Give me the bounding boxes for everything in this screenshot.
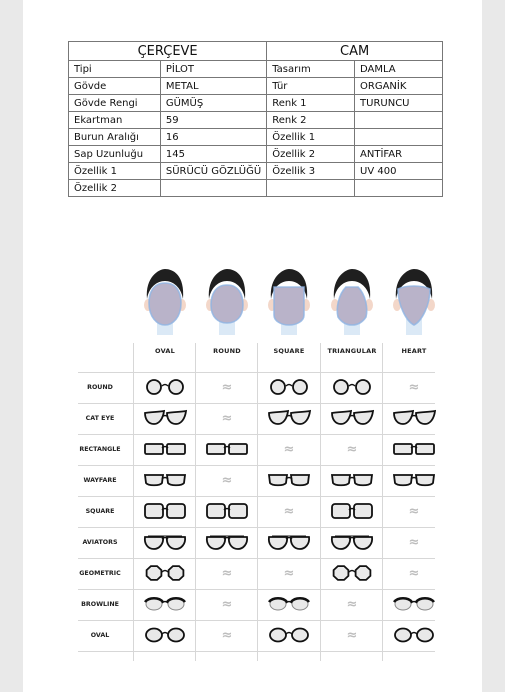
cateye-glasses-icon xyxy=(264,406,314,430)
not-recommended-mark: ≈ xyxy=(408,534,420,550)
chart-cell xyxy=(196,372,258,402)
spec-row xyxy=(69,95,443,112)
spec-value: SÜRÜCÜ GÖZLÜĞÜ xyxy=(160,163,266,180)
chart-cell xyxy=(383,558,445,588)
face-oval-icon xyxy=(137,265,193,335)
spec-row xyxy=(69,129,443,146)
frame-style-label: OVAL xyxy=(90,632,110,639)
chart-cell xyxy=(134,465,196,495)
chart-cell xyxy=(134,589,196,619)
geometric-glasses-icon xyxy=(327,561,377,585)
spec-value: GÜMÜŞ xyxy=(160,95,266,112)
chart-cell xyxy=(258,496,320,526)
spec-table xyxy=(68,41,443,197)
spec-value xyxy=(355,129,443,146)
chart-cell xyxy=(134,403,196,433)
chart-cell xyxy=(321,465,383,495)
cateye-glasses-icon xyxy=(389,406,439,430)
square-glasses-icon xyxy=(327,499,377,523)
chart-cell xyxy=(258,527,320,557)
wayfare-glasses-icon xyxy=(389,468,439,492)
spec-value: UV 400 xyxy=(355,163,443,180)
frame-style-label: BROWLINE xyxy=(81,601,119,608)
spec-label: Gövde Rengi xyxy=(69,95,161,112)
chart-cell xyxy=(383,372,445,402)
not-recommended-mark: ≈ xyxy=(283,503,295,519)
spec-value: 145 xyxy=(160,146,266,163)
spec-label: Tasarım xyxy=(267,61,355,78)
chart-cell xyxy=(383,527,445,557)
square-glasses-icon xyxy=(140,499,190,523)
cateye-glasses-icon xyxy=(140,406,190,430)
not-recommended-mark: ≈ xyxy=(408,503,420,519)
spec-label: Renk 2 xyxy=(267,112,355,129)
not-recommended-mark: ≈ xyxy=(221,565,233,581)
aviator-glasses-icon xyxy=(327,530,377,554)
chart-cell xyxy=(321,620,383,650)
not-recommended-mark: ≈ xyxy=(221,596,233,612)
oval-glasses-icon xyxy=(140,623,190,647)
chart-cell xyxy=(258,434,320,464)
chart-cell xyxy=(321,558,383,588)
spec-label: Burun Aralığı xyxy=(69,129,161,146)
spec-value: ORGANİK xyxy=(355,78,443,95)
chart-cell xyxy=(383,589,445,619)
face-shape-label: TRIANGULAR xyxy=(327,347,377,355)
spec-label: Özellik 2 xyxy=(69,180,161,197)
spec-label: Sap Uzunluğu xyxy=(69,146,161,163)
not-recommended-mark: ≈ xyxy=(221,379,233,395)
spec-label: Tipi xyxy=(69,61,161,78)
spec-label: Tür xyxy=(267,78,355,95)
chart-cell xyxy=(134,496,196,526)
spec-value: ANTİFAR xyxy=(355,146,443,163)
chart-cell xyxy=(383,620,445,650)
spec-value xyxy=(160,180,266,197)
chart-cell xyxy=(258,589,320,619)
spec-row xyxy=(69,112,443,129)
chart-cell xyxy=(321,496,383,526)
wayfare-glasses-icon xyxy=(327,468,377,492)
not-recommended-mark: ≈ xyxy=(221,472,233,488)
oval-glasses-icon xyxy=(264,623,314,647)
product-sheet xyxy=(23,0,482,692)
chart-cell xyxy=(196,620,258,650)
chart-cell xyxy=(196,527,258,557)
chart-cell xyxy=(134,434,196,464)
chart-cell xyxy=(196,558,258,588)
spec-label: Özellik 2 xyxy=(267,146,355,163)
rect-glasses-icon xyxy=(140,437,190,461)
frame-style-label: AVIATORS xyxy=(82,539,118,546)
face-shape-label: ROUND xyxy=(213,347,241,355)
chart-cell xyxy=(321,589,383,619)
spec-header-row xyxy=(69,42,443,61)
spec-row xyxy=(69,61,443,78)
chart-cell xyxy=(134,372,196,402)
not-recommended-mark: ≈ xyxy=(346,627,358,643)
not-recommended-mark: ≈ xyxy=(221,410,233,426)
frame-style-label: GEOMETRIC xyxy=(79,570,121,577)
frame-style-label: CAT EYE xyxy=(85,415,115,422)
not-recommended-mark: ≈ xyxy=(221,627,233,643)
grid-divider xyxy=(78,651,435,652)
chart-cell xyxy=(258,372,320,402)
spec-row xyxy=(69,146,443,163)
spec-value: PİLOT xyxy=(160,61,266,78)
chart-cell xyxy=(196,496,258,526)
cateye-glasses-icon xyxy=(327,406,377,430)
chart-cell xyxy=(321,527,383,557)
spec-value: 16 xyxy=(160,129,266,146)
aviator-glasses-icon xyxy=(140,530,190,554)
spec-label: Gövde xyxy=(69,78,161,95)
face-shape-label: OVAL xyxy=(155,347,175,355)
rect-glasses-icon xyxy=(202,437,252,461)
chart-cell xyxy=(258,558,320,588)
frame-style-label: WAYFARE xyxy=(83,477,117,484)
aviator-glasses-icon xyxy=(202,530,252,554)
face-round-icon xyxy=(199,265,255,335)
face-triangular-icon xyxy=(324,265,380,335)
chart-cell xyxy=(258,403,320,433)
face-shape-label: HEART xyxy=(401,347,427,355)
chart-cell xyxy=(258,465,320,495)
frame-style-label: RECTANGLE xyxy=(79,446,121,453)
spec-value: DAMLA xyxy=(355,61,443,78)
spec-label: Renk 1 xyxy=(267,95,355,112)
spec-label xyxy=(267,180,355,197)
chart-cell xyxy=(196,434,258,464)
spec-value: 59 xyxy=(160,112,266,129)
oval-glasses-icon xyxy=(389,623,439,647)
chart-cell xyxy=(196,589,258,619)
face-shape-chart xyxy=(78,265,435,661)
not-recommended-mark: ≈ xyxy=(346,596,358,612)
chart-cell xyxy=(134,527,196,557)
chart-cell xyxy=(383,496,445,526)
aviator-glasses-icon xyxy=(264,530,314,554)
chart-cell xyxy=(321,434,383,464)
face-square-icon xyxy=(261,265,317,335)
not-recommended-mark: ≈ xyxy=(408,565,420,581)
chart-cell xyxy=(196,403,258,433)
face-heart-icon xyxy=(386,265,442,335)
spec-row xyxy=(69,78,443,95)
round-glasses-icon xyxy=(264,375,314,399)
browline-glasses-icon xyxy=(264,592,314,616)
spec-row xyxy=(69,180,443,197)
spec-value xyxy=(355,112,443,129)
not-recommended-mark: ≈ xyxy=(346,441,358,457)
spec-label: Ekartman xyxy=(69,112,161,129)
rect-glasses-icon xyxy=(389,437,439,461)
not-recommended-mark: ≈ xyxy=(283,441,295,457)
spec-row xyxy=(69,163,443,180)
chart-cell xyxy=(196,465,258,495)
frame-style-label: ROUND xyxy=(87,384,113,391)
wayfare-glasses-icon xyxy=(264,468,314,492)
wayfare-glasses-icon xyxy=(140,468,190,492)
not-recommended-mark: ≈ xyxy=(408,379,420,395)
chart-cell xyxy=(383,403,445,433)
round-glasses-icon xyxy=(327,375,377,399)
spec-value xyxy=(355,180,443,197)
chart-cell xyxy=(258,620,320,650)
browline-glasses-icon xyxy=(389,592,439,616)
chart-cell xyxy=(383,465,445,495)
browline-glasses-icon xyxy=(140,592,190,616)
spec-label: Özellik 3 xyxy=(267,163,355,180)
spec-value: TURUNCU xyxy=(355,95,443,112)
not-recommended-mark: ≈ xyxy=(283,565,295,581)
round-glasses-icon xyxy=(140,375,190,399)
frame-header: ÇERÇEVE xyxy=(69,42,267,61)
square-glasses-icon xyxy=(202,499,252,523)
chart-cell xyxy=(321,372,383,402)
spec-label: Özellik 1 xyxy=(267,129,355,146)
face-shape-label: SQUARE xyxy=(273,347,305,355)
spec-value: METAL xyxy=(160,78,266,95)
spec-label: Özellik 1 xyxy=(69,163,161,180)
chart-cell xyxy=(383,434,445,464)
frame-style-label: SQUARE xyxy=(85,508,115,515)
chart-cell xyxy=(134,620,196,650)
chart-cell xyxy=(134,558,196,588)
chart-cell xyxy=(321,403,383,433)
lens-header: CAM xyxy=(267,42,443,61)
geometric-glasses-icon xyxy=(140,561,190,585)
